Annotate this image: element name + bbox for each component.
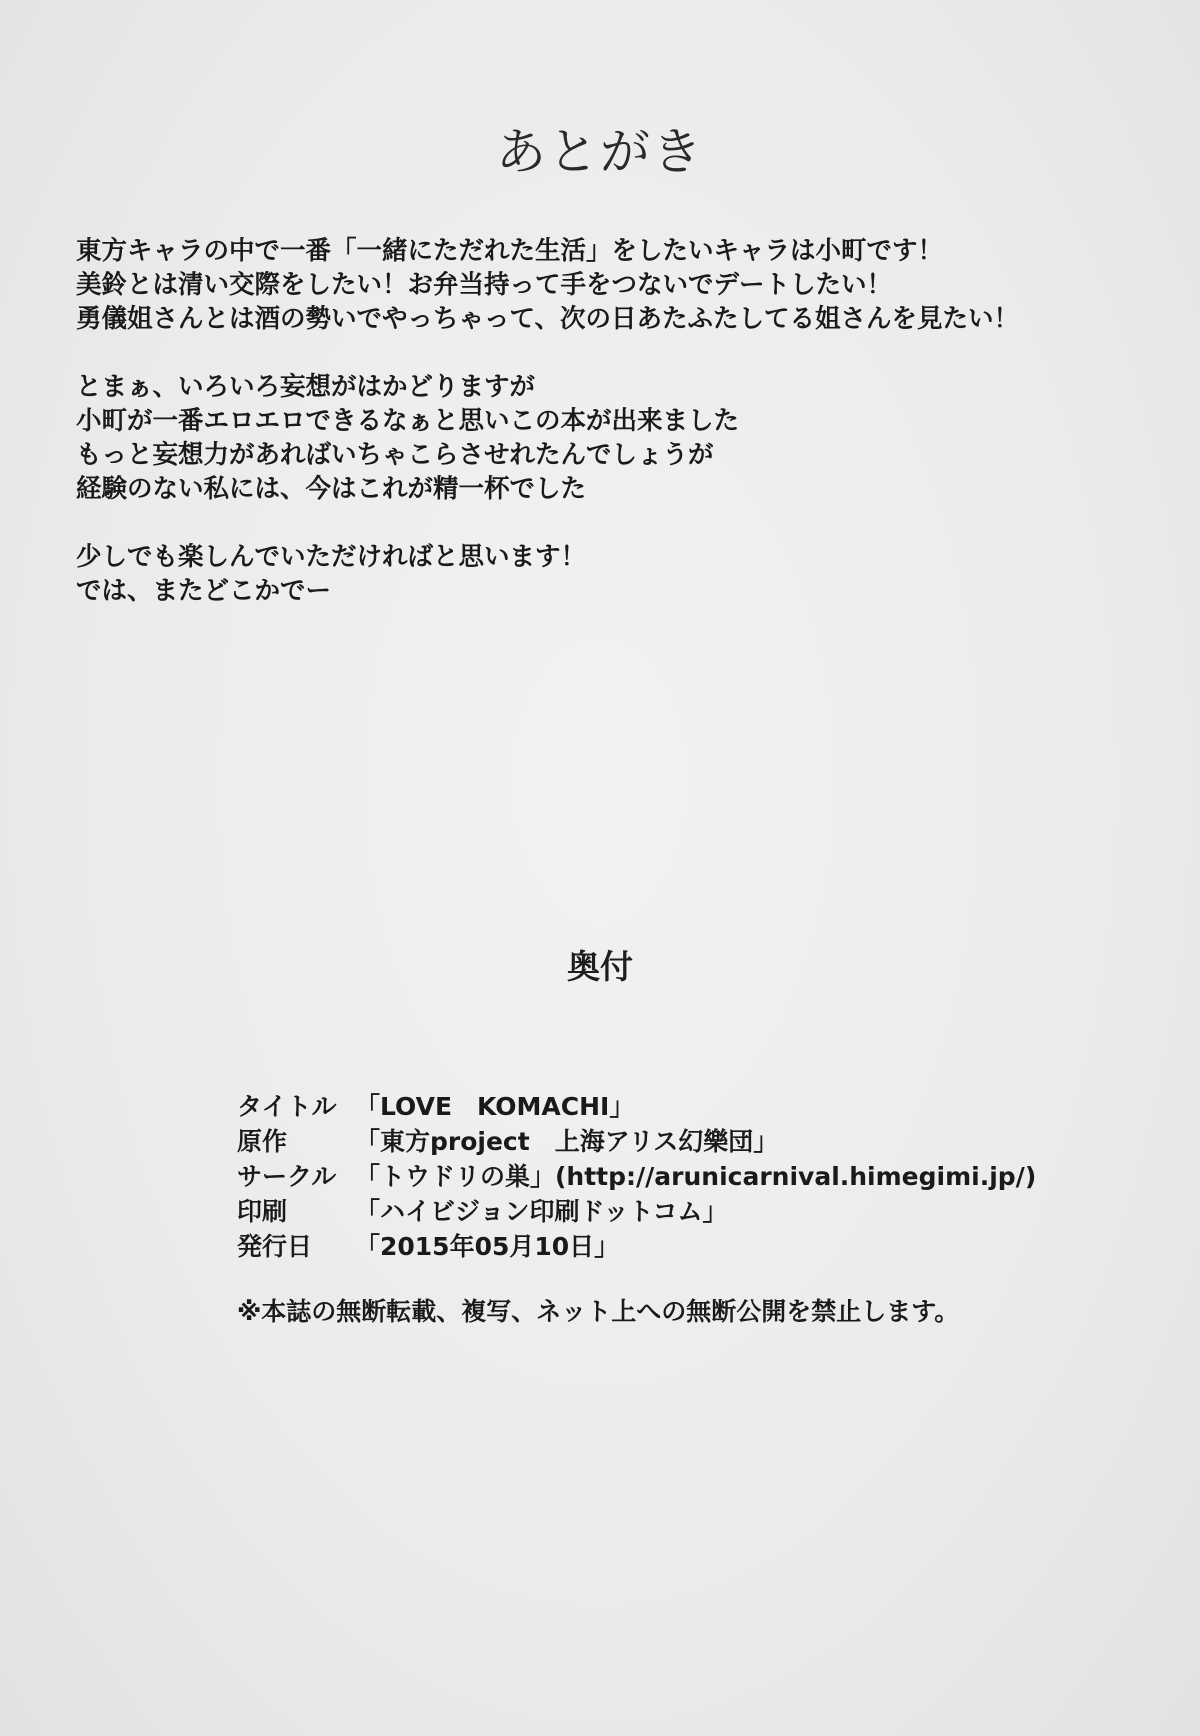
colophon-row-printer [237,1194,1036,1229]
colophon-value: 「2015年05月10日」 [355,1232,620,1261]
afterword-body [76,234,1176,608]
afterword-line: 経験のない私には、今はこれが精一杯でした [76,474,587,504]
afterword-line: 勇儀姐さんとは酒の勢いでやっちゃって、次の日あたふたしてる姐さんを見たい！ [76,304,1019,334]
afterword-line: とまぁ、いろいろ妄想がはかどりますが [76,372,536,402]
afterword-title: あとがき [496,122,704,181]
colophon-label: サークル [237,1162,337,1191]
copyright-notice: ※本誌の無断転載、複写、ネット上への無断公開を禁止します。 [237,1297,960,1326]
colophon-value: 「東方project 上海アリス幻樂団」 [355,1127,779,1156]
colophon-row-original-work [237,1124,1036,1159]
colophon-label: 印刷 [237,1197,288,1226]
afterword-line: 小町が一番エロエロできるなぁと思いこの本が出来ました [76,406,740,436]
colophon-label: タイトル [237,1092,337,1121]
colophon-row-title [237,1089,1036,1124]
afterword-line: もっと妄想力があればいちゃこらさせれたんでしょうが [76,440,714,470]
colophon-value: 「LOVE KOMACHI」 [355,1092,635,1121]
colophon-table [237,1089,1036,1264]
colophon-row-circle [237,1159,1036,1194]
colophon-label: 発行日 [237,1232,313,1261]
paragraph-gap [76,506,1176,540]
afterword-line: では、またどこかでー [76,576,332,606]
afterword-line: 少しでも楽しんでいただければと思います！ [76,542,587,572]
colophon-row-publish-date [237,1229,1036,1264]
colophon-value: 「ハイビジョン印刷ドットコム」 [355,1197,728,1226]
afterword-line: 美鈴とは清い交際をしたい！お弁当持って手をつないでデートしたい！ [76,270,893,300]
afterword-line: 東方キャラの中で一番「一緒にただれた生活」をしたいキャラは小町です！ [76,236,944,266]
colophon-title: 奥付 [567,947,633,987]
paragraph-gap [76,336,1176,370]
colophon-label: 原作 [237,1127,288,1156]
colophon-value: 「トウドリの巣」(http://arunicarnival.himegimi.jp/) [355,1162,1037,1191]
